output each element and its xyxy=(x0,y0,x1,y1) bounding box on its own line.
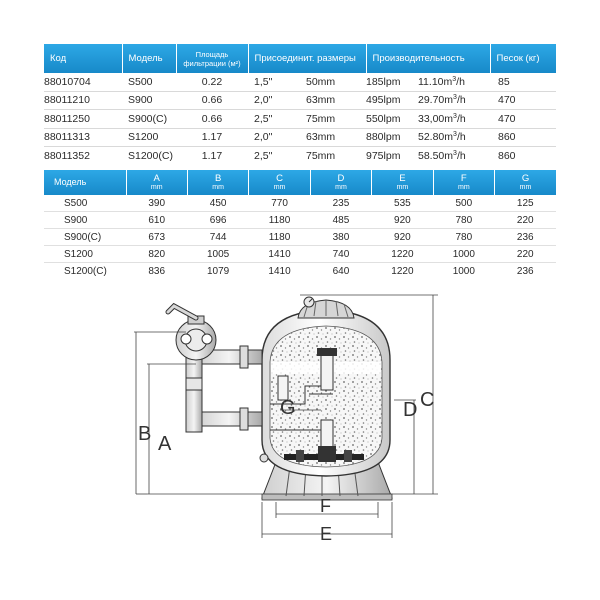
label-c: C xyxy=(420,389,435,411)
specs-header-row xyxy=(44,44,556,73)
dimensions-value: 390 xyxy=(126,195,187,212)
dimensions-model: S900 xyxy=(44,212,126,229)
specs-header-area: Площадь фильтрации (м²) xyxy=(176,44,248,73)
label-f: F xyxy=(320,496,331,516)
dimensions-value: 380 xyxy=(310,229,371,246)
dimensions-value: 1410 xyxy=(249,246,310,263)
dimensions-value: 1000 xyxy=(452,265,475,277)
dimensions-header-d: D mm xyxy=(310,170,371,195)
dimensions-value: 920 xyxy=(372,212,433,229)
specs-model: S1200(C) xyxy=(128,149,173,162)
specs-header-connection: Присоединит. размеры xyxy=(248,44,366,73)
dimensions-value: 1220 xyxy=(391,265,414,277)
specs-row xyxy=(44,110,556,129)
dimensions-value: 236 xyxy=(516,265,534,277)
specs-row xyxy=(44,128,556,147)
dimensions-value: 740 xyxy=(310,246,371,263)
specs-row xyxy=(44,73,556,91)
specs-table xyxy=(44,44,556,165)
dimensions-value: 640 xyxy=(332,265,350,277)
dimensions-value: 1180 xyxy=(249,229,310,246)
specs-area: 0.66 xyxy=(176,91,248,110)
specs-model: S500 xyxy=(122,73,176,91)
specs-sand: 860 xyxy=(490,128,556,147)
dimensions-value: 1180 xyxy=(249,212,310,229)
dimensions-value: 610 xyxy=(126,212,187,229)
dimensions-value: 125 xyxy=(495,195,556,212)
dimensions-row xyxy=(44,212,556,229)
dimensions-header-g: G mm xyxy=(495,170,556,195)
specs-flow: 975lpm $58.50m^3/h$ xyxy=(366,149,466,162)
dimensions-value: 220 xyxy=(495,212,556,229)
dimensions-value: 820 xyxy=(126,246,187,263)
specs-header-flow: Производительность xyxy=(366,44,490,73)
dimensions-value: 770 xyxy=(249,195,310,212)
filter-diagram xyxy=(0,290,600,595)
specs-flow: 185lpm $11.10m^3/h$ xyxy=(366,73,490,91)
specs-sand: 860 xyxy=(498,149,516,162)
dimensions-model: S900(C) xyxy=(44,229,126,246)
dimensions-header-a: A mm xyxy=(126,170,187,195)
dimensions-value: 450 xyxy=(187,195,248,212)
dimensions-model: S500 xyxy=(44,195,126,212)
specs-area: 0.66 xyxy=(176,110,248,129)
dimensions-table xyxy=(44,170,556,279)
dimensions-value: 1220 xyxy=(372,246,433,263)
dimensions-value: 836 xyxy=(148,265,166,277)
specs-row xyxy=(44,147,556,165)
dimensions-model: S1200(C) xyxy=(64,265,107,277)
dimensions-value: 673 xyxy=(126,229,187,246)
dimensions-header-e: E mm xyxy=(372,170,433,195)
specs-sand: 85 xyxy=(490,73,556,91)
dimensions-row xyxy=(44,263,556,280)
specs-code: 88010704 xyxy=(44,73,122,91)
dimensions-row xyxy=(44,246,556,263)
filter-lid xyxy=(298,297,354,318)
label-d: D xyxy=(403,399,418,421)
specs-flow: 880lpm $52.80m^3/h$ xyxy=(366,128,490,147)
dimensions-value: 744 xyxy=(187,229,248,246)
specs-header-sand: Песок (кг) xyxy=(490,44,556,73)
dimensions-value: 485 xyxy=(310,212,371,229)
dimensions-value: 1079 xyxy=(207,265,230,277)
dimensions-header-f: F mm xyxy=(433,170,494,195)
specs-code: 88011210 xyxy=(44,91,122,110)
dimensions-value: 696 xyxy=(187,212,248,229)
specs-model: S900 xyxy=(122,91,176,110)
specs-connection: 2,0" 63mm xyxy=(248,91,366,110)
specs-connection: 2,5" 75mm xyxy=(254,149,336,162)
dimensions-value: 500 xyxy=(433,195,494,212)
dimensions-value: 235 xyxy=(310,195,371,212)
specs-code: 88011313 xyxy=(44,128,122,147)
specs-model: S1200 xyxy=(122,128,176,147)
label-b: B xyxy=(138,423,152,445)
specs-header-code: Код xyxy=(44,44,122,73)
specs-row xyxy=(44,91,556,110)
dimensions-value: 236 xyxy=(495,229,556,246)
dimensions-value: 1410 xyxy=(268,265,291,277)
multiport-valve xyxy=(168,306,268,462)
specs-flow: 495lpm $29.70m^3/h$ xyxy=(366,91,490,110)
dimensions-value: 1005 xyxy=(187,246,248,263)
dimensions-value: 535 xyxy=(372,195,433,212)
specs-area: 0.22 xyxy=(176,73,248,91)
dimensions-row xyxy=(44,229,556,246)
dimensions-value: 220 xyxy=(495,246,556,263)
specs-connection: 2,0" 63mm xyxy=(248,128,366,147)
specs-model: S900(C) xyxy=(122,110,176,129)
dimensions-header-c: C mm xyxy=(249,170,310,195)
specs-connection: 1,5" 50mm xyxy=(248,73,366,91)
specs-code: 88011352 xyxy=(44,149,90,162)
specs-area: 1.17 xyxy=(201,149,223,162)
specs-area: 1.17 xyxy=(176,128,248,147)
specs-connection: 2,5" 75mm xyxy=(248,110,366,129)
dimensions-header-row xyxy=(44,170,556,195)
label-a: A xyxy=(158,433,172,455)
specs-sand: 470 xyxy=(490,91,556,110)
dimensions-value: 920 xyxy=(372,229,433,246)
label-e: E xyxy=(320,524,333,544)
label-g: G xyxy=(280,397,296,419)
specs-flow: 550lpm $33,00m^3/h$ xyxy=(366,110,490,129)
dimensions-header-model: Модель xyxy=(44,170,126,195)
specs-header-model: Модель xyxy=(122,44,176,73)
dimensions-model: S1200 xyxy=(44,246,126,263)
dimensions-row xyxy=(44,195,556,212)
dimensions-value: 1000 xyxy=(433,246,494,263)
dimensions-header-b: B mm xyxy=(187,170,248,195)
dimensions-value: 780 xyxy=(433,212,494,229)
specs-code: 88011250 xyxy=(44,110,122,129)
specs-sand: 470 xyxy=(490,110,556,129)
dimensions-value: 780 xyxy=(433,229,494,246)
